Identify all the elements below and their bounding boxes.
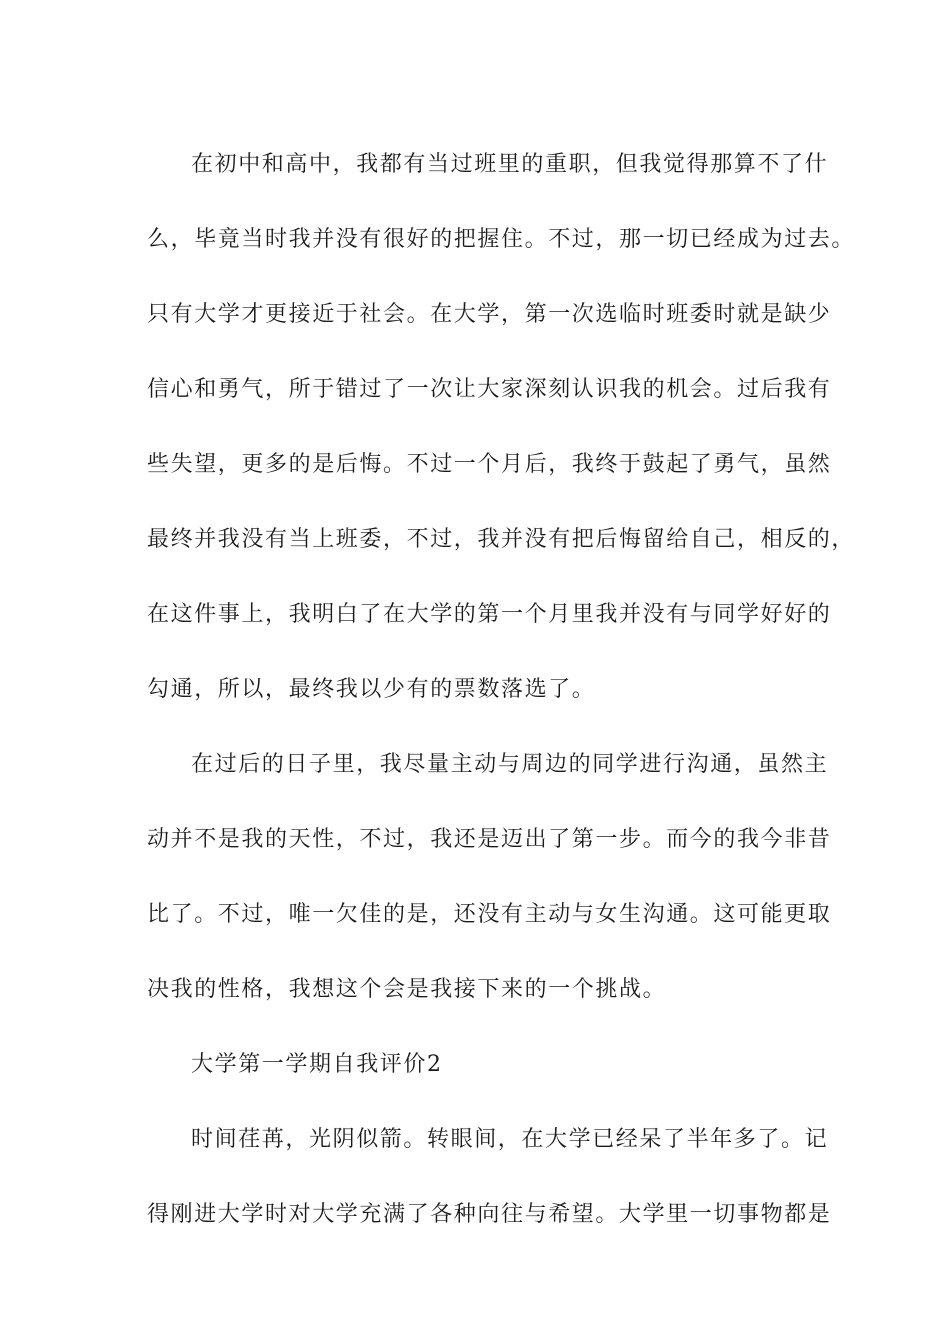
paragraph-line: 勾通，所以，最终我以少有的票数落选了。 — [147, 677, 596, 702]
paragraph-line: 时间荏苒，光阴似箭。转眼间，在大学已经呆了半年多了。记 — [191, 1127, 829, 1152]
paragraph-line: 比了。不过，唯一欠佳的是，还没有主动与女生沟通。这可能更取 — [147, 902, 832, 927]
paragraph-line: 决我的性格，我想这个会是我接下来的一个挑战。 — [147, 977, 667, 1002]
paragraph-line: 在这件事上，我明白了在大学的第一个月里我并没有与同学好好的 — [147, 602, 832, 627]
paragraph-line: 在过后的日子里，我尽量主动与周边的同学进行沟通，虽然主 — [191, 752, 829, 777]
paragraph-line: 动并不是我的天性，不过，我还是迈出了第一步。而今的我今非昔 — [147, 827, 832, 852]
paragraph-line: 在初中和高中，我都有当过班里的重职，但我觉得那算不了什 — [191, 152, 829, 177]
paragraph-line: 最终并我没有当上班委，不过，我并没有把后悔留给自己，相反的， — [147, 527, 856, 552]
paragraph-line: 些失望，更多的是后悔。不过一个月后，我终于鼓起了勇气，虽然 — [147, 452, 832, 477]
paragraph-line: 信心和勇气，所于错过了一次让大家深刻认识我的机会。过后我有 — [147, 377, 832, 402]
paragraph-line: 么，毕竟当时我并没有很好的把握住。不过，那一切已经成为过去。 — [147, 227, 856, 252]
paragraph-line: 只有大学才更接近于社会。在大学，第一次选临时班委时就是缺少 — [147, 302, 832, 327]
paragraph-line: 得刚进大学时对大学充满了各种向往与希望。大学里一切事物都是 — [147, 1202, 832, 1227]
document-body — [147, 127, 856, 1252]
section-heading: 大学第一学期自我评价2 — [191, 1052, 443, 1077]
